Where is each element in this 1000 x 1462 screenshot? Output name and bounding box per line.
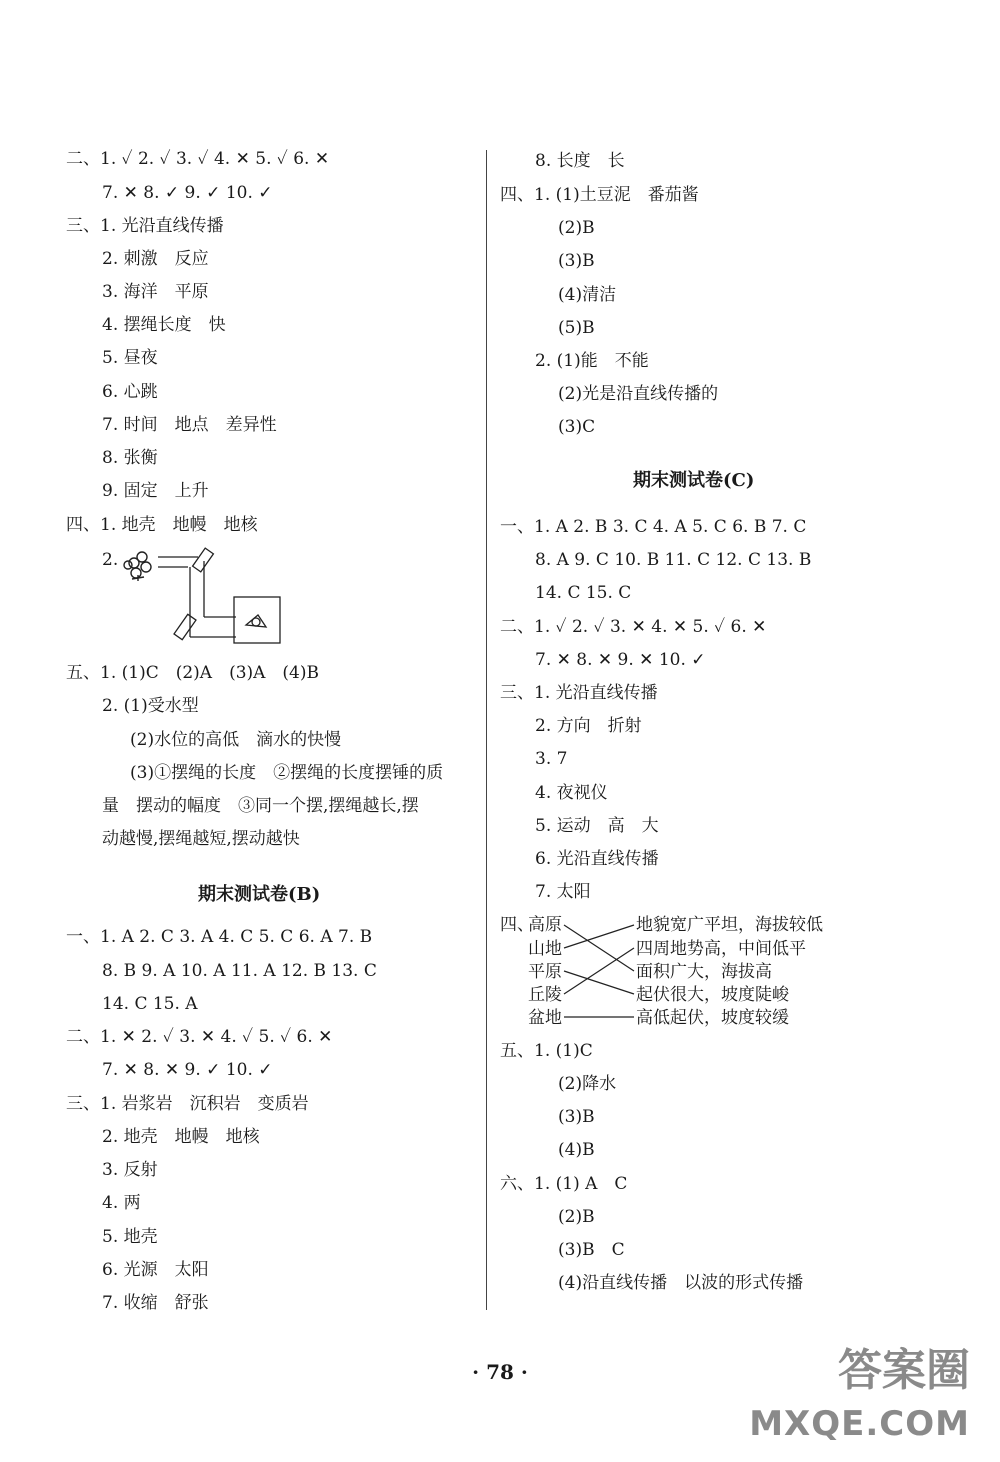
answer-line: 3. 反射 (102, 1160, 158, 1180)
answer-line: 7. 时间 地点 差异性 (102, 415, 277, 435)
answer-line: 二、1. ✕ 2. ✓ 3. ✕ 4. ✓ 5. ✓ 6. ✕ (66, 1027, 333, 1047)
answer-line: 14. C 15. C (535, 583, 632, 603)
page-number: · 78 · (472, 1360, 528, 1384)
answer-line: 9. 固定 上升 (102, 481, 209, 501)
watermark-title: 答案圈 (838, 1345, 970, 1396)
answer-line: 三、1. 光沿直线传播 (66, 216, 224, 236)
answer-line: 6. 光沿直线传播 (535, 849, 659, 869)
answer-line: 三、1. 岩浆岩 沉积岩 变质岩 (66, 1094, 309, 1114)
answer-line: 3. 海洋 平原 (102, 282, 209, 302)
matching-left-item: 盆地 (528, 1008, 562, 1028)
answer-line: (2)水位的高低 滴水的快慢 (130, 730, 342, 750)
answer-line: 2. (102, 550, 119, 570)
answer-line: 量 摆动的幅度 ③同一个摆,摆绳越长,摆 (102, 796, 419, 816)
answer-line: (3)B (558, 1107, 595, 1127)
section-title-c: 期末测试卷(C) (633, 470, 755, 491)
matching-left-item: 山地 (528, 939, 562, 959)
answer-line: 5. 昼夜 (102, 348, 158, 368)
answer-line: 二、1. ✓ 2. ✓ 3. ✕ 4. ✕ 5. ✓ 6. ✕ (500, 617, 767, 637)
answer-line: 7. ✕ 8. ✕ 9. ✕ 10. ✓ (535, 650, 706, 670)
matching-right-item: 面积广大，海拔高 (636, 962, 772, 982)
answer-line: 2. 刺激 反应 (102, 249, 209, 269)
matching-left-item: 丘陵 (528, 985, 562, 1005)
answer-line: 二、1. ✓ 2. ✓ 3. ✓ 4. ✕ 5. ✓ 6. ✕ (66, 149, 330, 169)
answer-line: (2)光是沿直线传播的 (558, 384, 719, 404)
answer-line: 四、1. (1)土豆泥 番茄酱 (500, 185, 699, 205)
answer-line: (3)C (558, 417, 596, 437)
answer-line: (3)①摆绳的长度 ②摆绳的长度摆锤的质 (130, 763, 444, 783)
answer-line: 六、1. (1) A C (500, 1174, 628, 1194)
answer-line: (5)B (558, 318, 595, 338)
answer-line: 动越慢,摆绳越短,摆动越快 (102, 829, 300, 849)
answer-line: 6. 心跳 (102, 382, 158, 402)
answer-line: 4. 夜视仪 (535, 783, 608, 803)
answer-line: (2)B (558, 1207, 595, 1227)
answer-line: 7. ✕ 8. ✕ 9. ✓ 10. ✓ (102, 1060, 273, 1080)
answer-line: 一、1. A 2. B 3. C 4. A 5. C 6. B 7. C (500, 517, 807, 537)
answer-line: (4)沿直线传播 以波的形式传播 (558, 1273, 804, 1293)
answer-line: 五、1. (1)C (2)A (3)A (4)B (66, 663, 319, 683)
answer-line: (3)B (558, 251, 595, 271)
answer-line: 7. ✕ 8. ✓ 9. ✓ 10. ✓ (102, 183, 273, 203)
matching-left-item: 平原 (528, 962, 562, 982)
answer-line: 2. 地壳 地幔 地核 (102, 1127, 260, 1147)
matching-left-item: 高原 (528, 915, 562, 935)
answer-line: 2. (1)能 不能 (535, 351, 649, 371)
answer-line: 14. C 15. A (102, 994, 198, 1014)
section-title-b: 期末测试卷(B) (198, 884, 321, 905)
answer-line: 8. 张衡 (102, 448, 158, 468)
answer-line: 8. B 9. A 10. A 11. A 12. B 13. C (102, 961, 377, 981)
answer-line: 8. A 9. C 10. B 11. C 12. C 13. B (535, 550, 812, 570)
matching-prefix: 四、 (500, 915, 534, 935)
answer-line: 7. 太阳 (535, 882, 591, 902)
answer-line: 4. 两 (102, 1193, 141, 1213)
answer-line: 3. 7 (535, 749, 568, 769)
matching-right-item: 地貌宽广平坦，海拔较低 (636, 915, 823, 935)
answer-line: 5. 运动 高 大 (535, 816, 659, 836)
flower-icon (124, 552, 151, 581)
answer-line: 四、1. 地壳 地幔 地核 (66, 515, 258, 535)
answer-line: (4)清洁 (558, 285, 617, 305)
column-divider (486, 150, 487, 1310)
answer-line: (3)B C (558, 1240, 625, 1260)
answer-line: 6. 光源 太阳 (102, 1260, 209, 1280)
answer-line: 7. 收缩 舒张 (102, 1293, 209, 1313)
matching-lines (564, 914, 636, 1032)
light-path-diagram (118, 545, 288, 655)
matching-right-item: 四周地势高，中间低平 (636, 939, 806, 959)
answer-line: 三、1. 光沿直线传播 (500, 683, 658, 703)
answer-line: (4)B (558, 1140, 595, 1160)
answer-line: 2. 方向 折射 (535, 716, 642, 736)
watermark-url: MXQE.COM (749, 1404, 970, 1444)
answer-line: 8. 长度 长 (535, 151, 625, 171)
answer-line: 一、1. A 2. C 3. A 4. C 5. C 6. A 7. B (66, 927, 373, 947)
answer-line: 2. (1)受水型 (102, 696, 199, 716)
matching-right-item: 高低起伏，坡度较缓 (636, 1008, 789, 1028)
answer-line: (2)B (558, 218, 595, 238)
answer-line: 五、1. (1)C (500, 1041, 593, 1061)
answer-line: 5. 地壳 (102, 1227, 158, 1247)
answer-line: 4. 摆绳长度 快 (102, 315, 226, 335)
answer-line: (2)降水 (558, 1074, 617, 1094)
matching-right-item: 起伏很大，坡度陡峻 (636, 985, 789, 1005)
